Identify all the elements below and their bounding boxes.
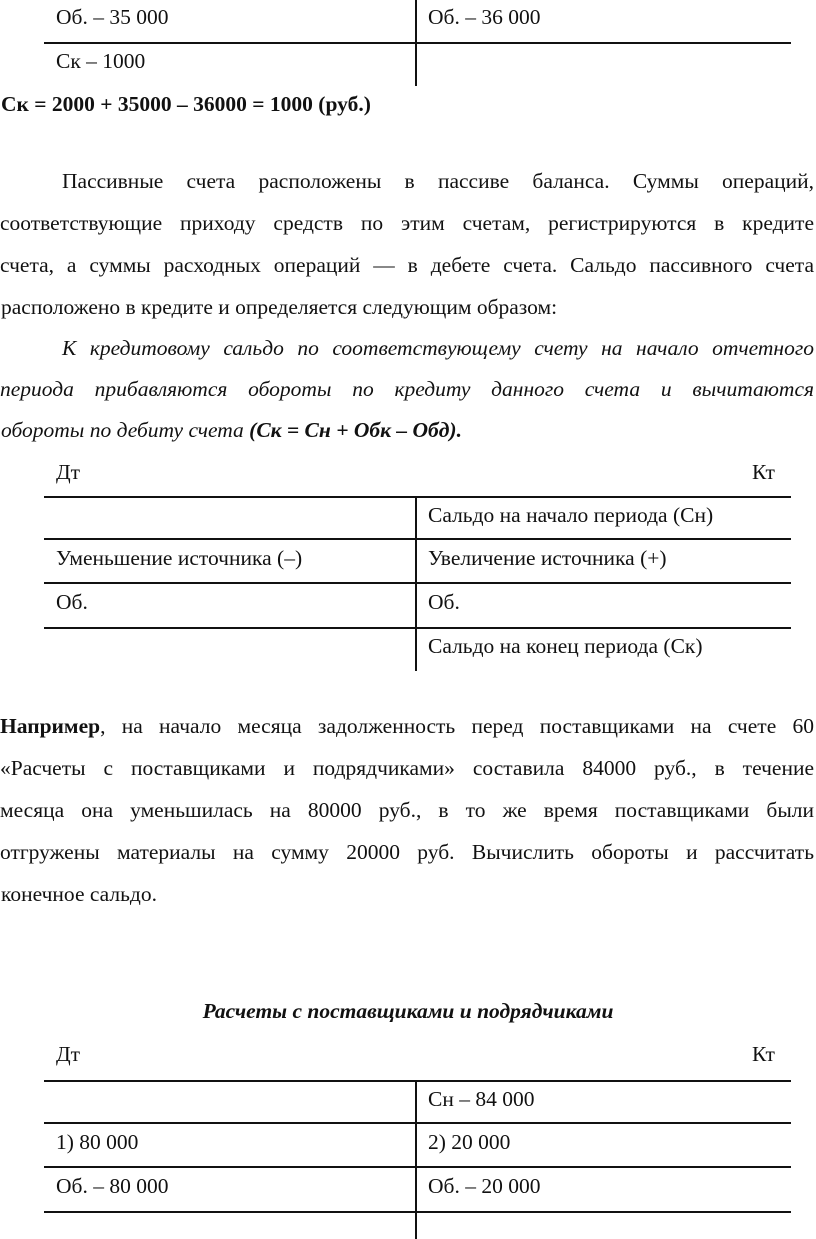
top-table-rule (44, 42, 791, 44)
paragraph1-line3: счета, а суммы расходных операций — в дебете счета. Сальдо пассивного счета (0, 253, 814, 277)
t2-debit-label: Дт (56, 1042, 81, 1066)
t2-row3-left: Об. – 80 000 (56, 1174, 169, 1198)
rule-line2: периода прибавляются обороты по кредиту данного счета и вычитаются (0, 377, 814, 401)
t1-credit-label: Кт (752, 460, 775, 484)
t2-divider (415, 1080, 417, 1239)
rule-formula: (Ск = Сн + Обк – Обд). (249, 418, 462, 442)
t1-rule-2 (44, 538, 791, 540)
t2-row3-right: Об. – 20 000 (428, 1174, 541, 1198)
rule-line1: К кредитовому сальдо по соответствующему счету на начало отчетного (62, 336, 814, 360)
rule-line3 (1, 418, 462, 443)
t1-row1-right: Сальдо на начало периода (Сн) (428, 503, 714, 527)
t1-row4-right: Сальдо на конец периода (Ск) (428, 634, 703, 658)
paragraph1-line2: соответствующие приходу средств по этим счетам, регистрируются в кредите (0, 211, 814, 235)
t2-row2-left: 1) 80 000 (56, 1130, 139, 1154)
t1-rule-4 (44, 627, 791, 629)
t2-rule-2 (44, 1122, 791, 1124)
t2-rule-4 (44, 1211, 791, 1213)
t1-row2-right: Увеличение источника (+) (428, 546, 667, 570)
example-line1-rest: , на начало месяца задолженность перед поставщиками на счете 60 (100, 714, 814, 738)
t1-row3-left: Об. (56, 590, 88, 614)
t1-row2-left: Уменьшение источника (–) (56, 546, 303, 570)
t2-row2-right: 2) 20 000 (428, 1130, 511, 1154)
t2-row1-right: Сн – 84 000 (428, 1087, 535, 1111)
top-table-row1-right: Об. – 36 000 (428, 5, 541, 29)
example-line2: «Расчеты с поставщиками и подрядчиками» составила 84000 руб., в течение (0, 756, 814, 780)
example-line1 (0, 714, 814, 739)
example-line5: конечное сальдо. (1, 882, 158, 906)
t1-debit-label: Дт (56, 460, 81, 484)
t1-divider (415, 496, 417, 671)
t2-rule-top (44, 1080, 791, 1082)
t1-rule-3 (44, 582, 791, 584)
example-lead: Например (0, 714, 101, 738)
t2-title: Расчеты с поставщиками и подрядчиками (202, 999, 614, 1023)
example-line4: отгружены материалы на сумму 20000 руб. Вычислить обороты и рассчитать (0, 840, 814, 864)
formula-result: Ск = 2000 + 35000 – 36000 = 1000 (руб.) (1, 92, 371, 116)
paragraph1-line4: расположено в кредите и определяется следующим образом: (1, 295, 558, 319)
rule-line3-text: обороты по дебиту счета (1, 418, 250, 442)
t2-rule-3 (44, 1166, 791, 1168)
t1-row3-right: Об. (428, 590, 460, 614)
top-table-row2-left: Ск – 1000 (56, 49, 146, 73)
example-line3: месяца она уменьшилась на 80000 руб., в то же время поставщиками были (0, 798, 814, 822)
t1-rule-top (44, 496, 791, 498)
paragraph1-line1: Пассивные счета расположены в пассиве баланса. Суммы операций, (62, 169, 814, 193)
t2-credit-label: Кт (752, 1042, 775, 1066)
top-table-row1-left: Об. – 35 000 (56, 5, 169, 29)
